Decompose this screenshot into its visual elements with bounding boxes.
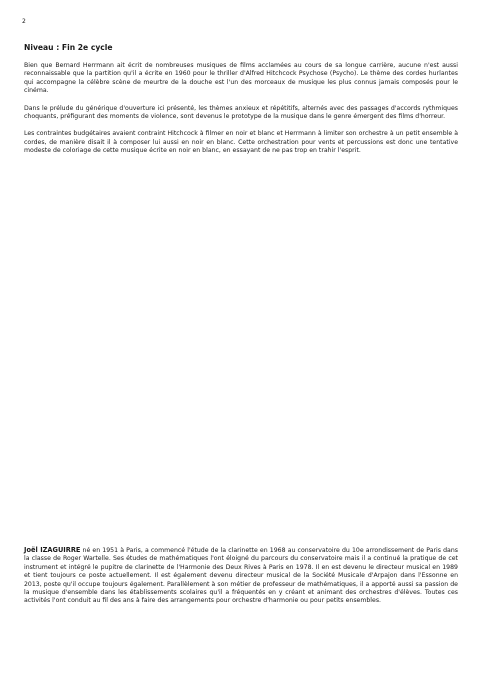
author-bio bbox=[24, 546, 458, 606]
author-bio-text: né en 1951 à Paris, a commencé l'étude de la clarinette en 1968 au conservatoire du 10e arrondissement de Paris dans la classe de Roger Wartelle. Ses études de mathématiques l'ont éloigné du parcours du conservatoire mais il a continué la pratique de cet instrument et intégré le pupitre de clarinette de l'Harmonie des Deux Rives à Paris en 1978. Il en est devenu le directeur musical en 1989 et tient toujours ce poste actuellement. Il est également devenu directeur musical de la Société Musicale d'Arpajon dans l'Essonne en 2013, poste qu'il occupe toujours également. Parallèlement à son métier de professeur de mathématiques, il a apporté aussi sa passion de la musique d'ensemble dans les établissements scolaires qu'il a fréquentés en y créant et animant des orchestres d'élèves. Toutes ces activités l'ont conduit au fil des ans à faire des arrangements pour orchestre d'harmonie ou pour petits ensembles. bbox=[24, 547, 458, 605]
author-bio-section bbox=[24, 546, 458, 606]
paragraph-intro: Bien que Bernard Herrmann ait écrit de nombreuses musiques de films acclamées au cours de sa longue carrière, aucune n'est aussi reconnaissable que la partition qu'il a écrite en 1960 pour le thriller d'Alfred Hitchcock Psychose (Psycho). Le thème des cordes hurlantes qui accompagne la célèbre scène de meurtre de la douche est l'un des morceaux de musique les plus connus jamais composés pour le cinéma. bbox=[24, 62, 458, 95]
description-section bbox=[24, 43, 458, 165]
page-number: 2 bbox=[22, 18, 26, 25]
level-heading: Niveau : Fin 2e cycle bbox=[24, 43, 113, 52]
author-name: Joël IZAGUIRRE bbox=[24, 546, 81, 554]
paragraph-prelude: Dans le prélude du générique d'ouverture ici présenté, les thèmes anxieux et répétitifs, alternés avec des passages d'accords rythmiques choquants, préfigurant des moments de violence, sont devenus le prototype de la musique dans le genre émergent des films d'horreur. bbox=[24, 104, 458, 121]
paragraph-orchestration: Les contraintes budgétaires avaient contraint Hitchcock à filmer en noir et blanc et Herrmann à limiter son orchestre à un petit ensemble à cordes, de manière disait il à composer lui aussi en noir en blanc. Cette orchestration pour vents et percussions est donc une tentative modeste de coloriage de cette musique écrite en noir en blanc, en essayant de ne pas trop en trahir l'esprit. bbox=[24, 130, 458, 155]
